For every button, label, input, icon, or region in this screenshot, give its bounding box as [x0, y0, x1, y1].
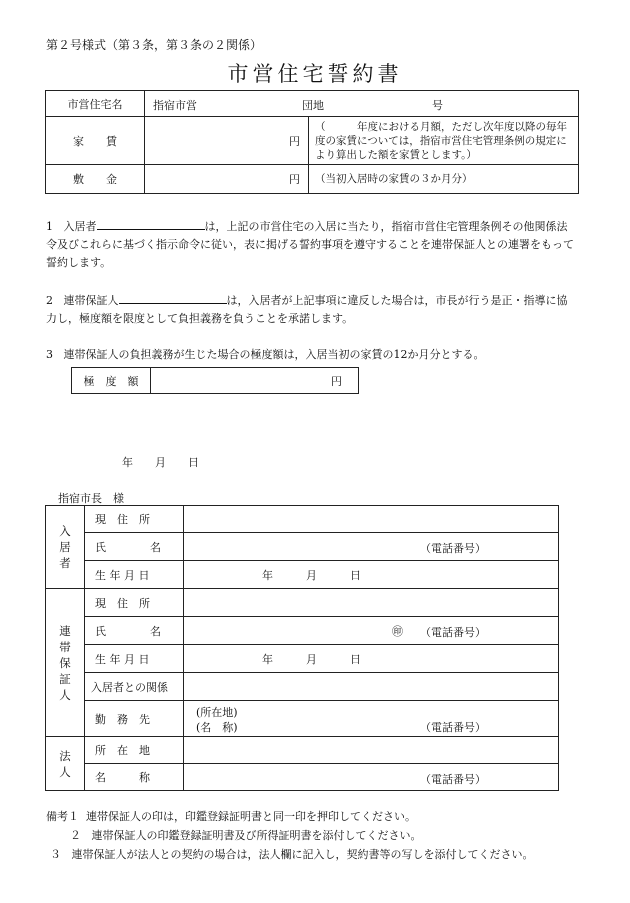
- limit-amount-unit: 円: [331, 374, 342, 388]
- tenant-address-label: 現 住 所: [85, 506, 184, 533]
- form-number: 第２号様式（第３条，第３条の２関係）: [46, 38, 263, 52]
- guarantor-birth-field[interactable]: [184, 645, 559, 673]
- clause-1-number: 1: [46, 220, 53, 233]
- limit-amount-cell[interactable]: [151, 368, 359, 394]
- guarantor-name-blank[interactable]: [119, 292, 227, 304]
- housing-city-text: 指宿市営: [153, 99, 197, 112]
- page-title: 市営住宅誓約書: [227, 62, 403, 86]
- deposit-amount-cell[interactable]: [145, 165, 309, 194]
- note-3-prefix: ３: [50, 848, 61, 861]
- guarantor-name-field[interactable]: [184, 617, 559, 645]
- note-1-text: 連帯保証人の印は，印鑑登録証明書と同一印を押印してください。: [86, 810, 416, 823]
- guarantor-address-field[interactable]: [184, 589, 559, 617]
- table-row: [46, 764, 559, 791]
- rent-amount-cell[interactable]: [145, 117, 309, 165]
- tenant-birth-label: 生 年 月 日: [85, 561, 184, 589]
- workplace-phone-label: （電話番号）: [420, 721, 486, 734]
- deposit-note: （当初入居時の家賃の３か月分）: [309, 165, 579, 194]
- clause-3-body: 連帯保証人の負担義務が生じた場合の極度額は，入居当初の家賃の12か月分とする。: [63, 348, 485, 361]
- table-row: [46, 617, 559, 645]
- corp-phone-label: （電話番号）: [420, 773, 486, 786]
- signature-table: [45, 505, 559, 791]
- note-1-prefix: 備考１: [46, 810, 79, 823]
- deposit-label: 敷 金: [46, 165, 145, 194]
- clause-1-head: 入居者: [63, 220, 97, 233]
- table-row: [46, 737, 559, 764]
- table-row: [72, 368, 359, 394]
- limit-amount-label: 極 度 額: [72, 368, 151, 394]
- table-row: [46, 645, 559, 673]
- rent-label: 家 賃: [46, 117, 145, 165]
- table-row: [46, 117, 579, 165]
- workplace-field[interactable]: [184, 701, 559, 737]
- seal-icon: ㊞: [392, 625, 403, 638]
- tenant-address-field[interactable]: [184, 506, 559, 533]
- note-2: [70, 827, 422, 844]
- housing-name-label: 市営住宅名: [46, 91, 145, 117]
- table-row: [46, 165, 579, 194]
- guarantor-group-label: 連帯保証人: [46, 589, 85, 737]
- housing-complex-text: 団地: [302, 99, 324, 112]
- clause-2-head: 連帯保証人: [63, 294, 119, 307]
- tenant-name-label: 氏 名: [85, 533, 184, 561]
- corp-location-field[interactable]: [184, 737, 559, 764]
- clause-2: [46, 292, 576, 328]
- clause-3: [46, 346, 576, 364]
- note-2-text: 連帯保証人の印鑑登録証明書及び所得証明書を添付してください。: [91, 829, 422, 842]
- clause-3-number: 3: [46, 348, 53, 361]
- note-3: [50, 846, 534, 863]
- guarantor-phone-label: （電話番号）: [420, 626, 486, 639]
- guarantor-address-label: 現 住 所: [85, 589, 184, 617]
- clause-2-body: は，入居者が上記事項に違反した場合は，市長が行う是正・指導に協力し，極度額を限度として負担義務を負うことを承諾します。: [46, 294, 568, 325]
- tenant-group-label: 入居者: [46, 506, 85, 589]
- rent-unit: 円: [289, 134, 300, 148]
- tenant-name-field[interactable]: [184, 533, 559, 561]
- corp-name-field[interactable]: [184, 764, 559, 791]
- workplace-name-label: (名 称): [196, 721, 238, 734]
- table-row: [46, 673, 559, 701]
- rent-note: （ 年度における月額，ただし次年度以降の毎年度の家賃については，指宿市営住宅管理条例の規定により算出した額を家賃とします。）: [309, 117, 579, 165]
- deposit-unit: 円: [289, 173, 300, 186]
- housing-info-table: [45, 90, 579, 194]
- clause-1-body: は，上記の市営住宅の入居に当たり，指宿市営住宅管理条例その他関係法令及びこれらに基づく指示命令に従い，表に掲げる誓約事項を遵守することを連帯保証人との連署をもって誓約します。: [46, 220, 574, 269]
- housing-name-cell[interactable]: [145, 91, 579, 117]
- corp-name-label: 名 称: [85, 764, 184, 791]
- table-row: [46, 533, 559, 561]
- corporation-group-label: 法人: [46, 737, 85, 791]
- housing-number-text: 号: [432, 99, 443, 112]
- clause-1: [46, 218, 576, 272]
- addressee: 指宿市長 様: [58, 492, 124, 505]
- table-row: [46, 589, 559, 617]
- note-2-prefix: ２: [70, 829, 81, 842]
- note-3-text: 連帯保証人が法人との契約の場合は，法人欄に記入し，契約書等の写しを添付してください。: [71, 848, 534, 861]
- clause-2-number: 2: [46, 294, 53, 307]
- relation-field[interactable]: [184, 673, 559, 701]
- limit-amount-table: [71, 367, 359, 394]
- tenant-birth-value: 年 月 日: [262, 568, 361, 582]
- tenant-phone-label: （電話番号）: [420, 542, 486, 555]
- relation-label: 入居者との関係: [85, 673, 184, 701]
- table-row: [46, 561, 559, 589]
- workplace-location-label: (所在地): [196, 706, 238, 719]
- tenant-birth-field[interactable]: [184, 561, 559, 589]
- note-1: [46, 808, 416, 825]
- table-row: [46, 701, 559, 737]
- guarantor-birth-label: 生 年 月 日: [85, 645, 184, 673]
- table-row: [46, 506, 559, 533]
- guarantor-name-label: 氏 名: [85, 617, 184, 645]
- guarantor-birth-value: 年 月 日: [262, 652, 361, 666]
- corp-location-label: 所 在 地: [85, 737, 184, 764]
- table-row: [46, 91, 579, 117]
- date-line[interactable]: 年 月 日: [122, 456, 199, 469]
- tenant-name-blank[interactable]: [97, 218, 205, 230]
- workplace-label: 勤 務 先: [85, 701, 184, 737]
